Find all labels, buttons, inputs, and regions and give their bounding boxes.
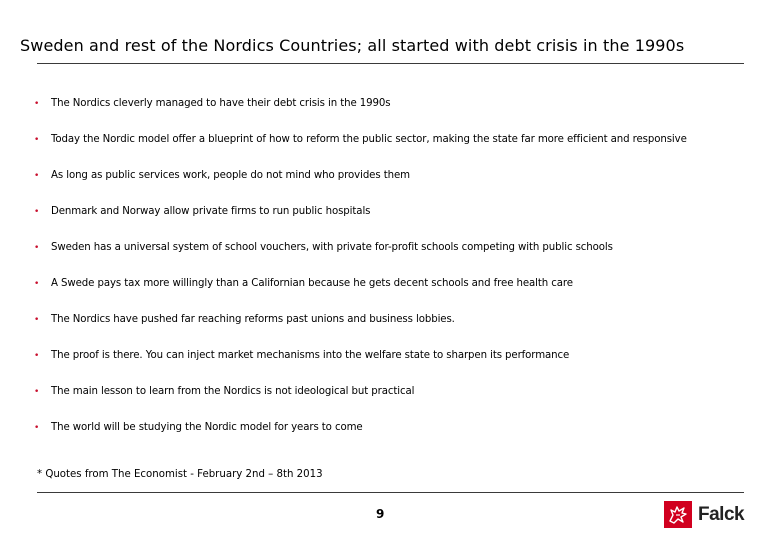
source-footnote: * Quotes from The Economist - February 2nd – 8th 2013 [37,469,323,480]
bullet-text: The world will be studying the Nordic model for years to come [51,422,363,433]
bullet-text: The Nordics have pushed far reaching reforms past unions and business lobbies. [51,314,455,325]
bullet-list [34,96,687,456]
brand-name: Falck [698,504,745,525]
bullet-marker: • [34,99,40,109]
bullet-marker: • [34,207,40,217]
bullet-item [34,348,687,384]
slide-title: Sweden and rest of the Nordics Countries; all started with debt crisis in the 1990s [20,36,685,55]
bullet-item [34,240,687,276]
bullet-text: The proof is there. You can inject market mechanisms into the welfare state to sharpen its performance [51,350,570,361]
bullet-marker: • [34,279,40,289]
bullet-marker: • [34,315,40,325]
bullet-text: Denmark and Norway allow private firms to run public hospitals [51,206,371,217]
bullet-marker: • [34,135,40,145]
bullet-item [34,276,687,312]
bullet-item [34,168,687,204]
bullet-marker: • [34,423,40,433]
page-number: 9 [376,507,385,521]
bullet-item [34,96,687,132]
falck-griffin-icon [664,501,692,528]
bullet-text: As long as public services work, people do not mind who provides them [51,170,410,181]
bullet-marker: • [34,171,40,181]
bullet-item [34,132,687,168]
bullet-text: Sweden has a universal system of school vouchers, with private for-profit schools competing with public schools [51,242,613,253]
brand-logo [664,501,744,528]
bullet-item [34,204,687,240]
bullet-marker: • [34,351,40,361]
bullet-item [34,420,687,456]
bullet-text: A Swede pays tax more willingly than a Californian because he gets decent schools and free health care [51,278,573,289]
bullet-item [34,312,687,348]
bullet-item [34,384,687,420]
bullet-text: Today the Nordic model offer a blueprint of how to reform the public sector, making the state far more efficient and responsive [51,134,687,145]
footer-divider [37,492,744,493]
bullet-text: The Nordics cleverly managed to have their debt crisis in the 1990s [51,98,391,109]
bullet-marker: • [34,387,40,397]
title-divider [37,63,744,64]
bullet-text: The main lesson to learn from the Nordics is not ideological but practical [51,386,415,397]
bullet-marker: • [34,243,40,253]
